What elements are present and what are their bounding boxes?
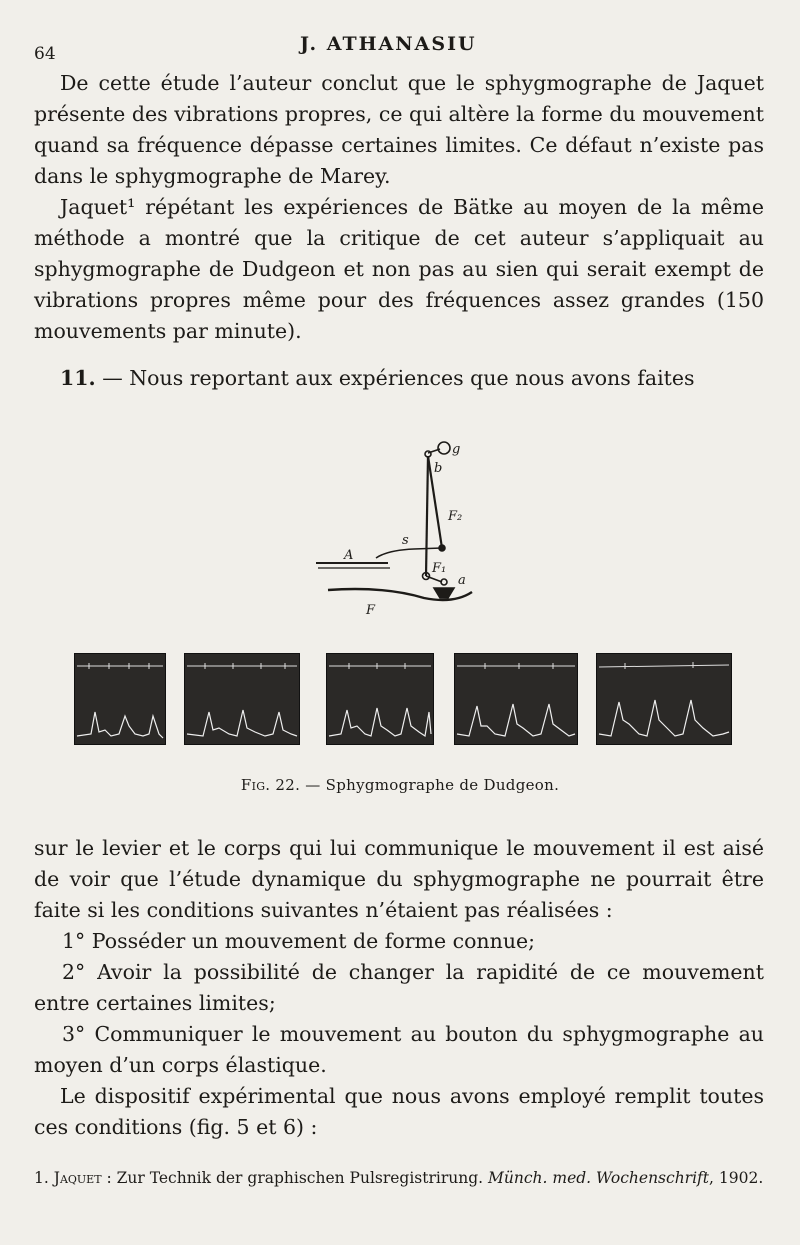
label-a-plate: A [344,548,354,563]
figure-caption [0,776,800,794]
tracing-strip-5 [596,653,732,745]
section-number: 11. [60,366,96,390]
label-g: g [452,442,461,457]
caption-prefix: Fig. 22. [240,776,301,794]
closing-paragraph: Le dispositif expérimental que nous avons employé remplit toutes ces conditions (fig. 5 et 6) : [34,1084,764,1139]
condition-3: 3° Communiquer le mouvement au bouton du sphygmographe au moyen d’un corps élastique. [34,1022,764,1077]
footnote-title: Zur Technik der graphischen Pulsregistrirung. [116,1169,484,1187]
label-f-surface: F [366,603,376,618]
figure-22-drawing [314,432,494,632]
footnote-journal: Münch. med. Wochenschrift [488,1169,710,1187]
section-11-heading [34,363,764,394]
footnote-author: Jaquet [53,1169,102,1187]
tracing-strip-1 [74,653,166,745]
label-a-pad: a [458,573,466,588]
pulse-tracings [74,653,734,749]
running-head: J. ATHANASIU [300,33,477,55]
condition-1: 1° Posséder un mouvement de forme connue; [62,929,536,953]
label-b: b [434,461,443,476]
bottom-text [34,833,764,1143]
sphygmograph-diagram [314,432,494,632]
condition-2: 2° Avoir la possibilité de changer la rapidité de ce mouvement entre certaines limites; [34,960,764,1015]
tracing-strip-4 [454,653,578,745]
paragraph-1: De cette étude l’auteur conclut que le sphygmographe de Jaquet présente des vibrations propres, ce qui altère la forme du mouvement quand sa fréquence dépasse certaines limites. Ce défaut n’existe pas dans le sphygmographe de Marey. [34,71,764,188]
footnote [34,1167,769,1190]
caption-text: Sphygmographe de Dudgeon. [325,776,560,794]
paragraph-2: Jaquet¹ répétant les expériences de Bätke au moyen de la même méthode a montré que la critique de cet auteur s’appliquait au sphygmographe de Dudgeon et non pas au sien qui serait exempt de vibrations propres même pour des fréquences assez grandes (150 mouvements par minute). [34,195,764,343]
label-f1: F₁ [432,561,447,576]
footnote-year: , 1902. [709,1169,764,1187]
label-s: s [402,533,409,548]
continuation-paragraph: sur le levier et le corps qui lui communique le mouvement il est aisé de voir que l’étude dynamique du sphygmographe ne pourrait être faite si les conditions suivantes n’étaient pas réalisées : [34,836,764,922]
section-text: Nous reportant aux expériences que nous avons faites [129,366,695,390]
footnote-sep: : [101,1169,117,1187]
pivot-g [438,442,450,454]
caption-dash: — [305,776,321,794]
footnote-marker: 1. [34,1169,49,1187]
tracing-strip-2 [184,653,300,745]
label-f2: F₂ [448,509,463,524]
tracing-strip-3 [326,653,434,745]
page-number: 64 [34,44,56,64]
top-text [34,68,764,394]
section-dash: — [102,366,123,390]
